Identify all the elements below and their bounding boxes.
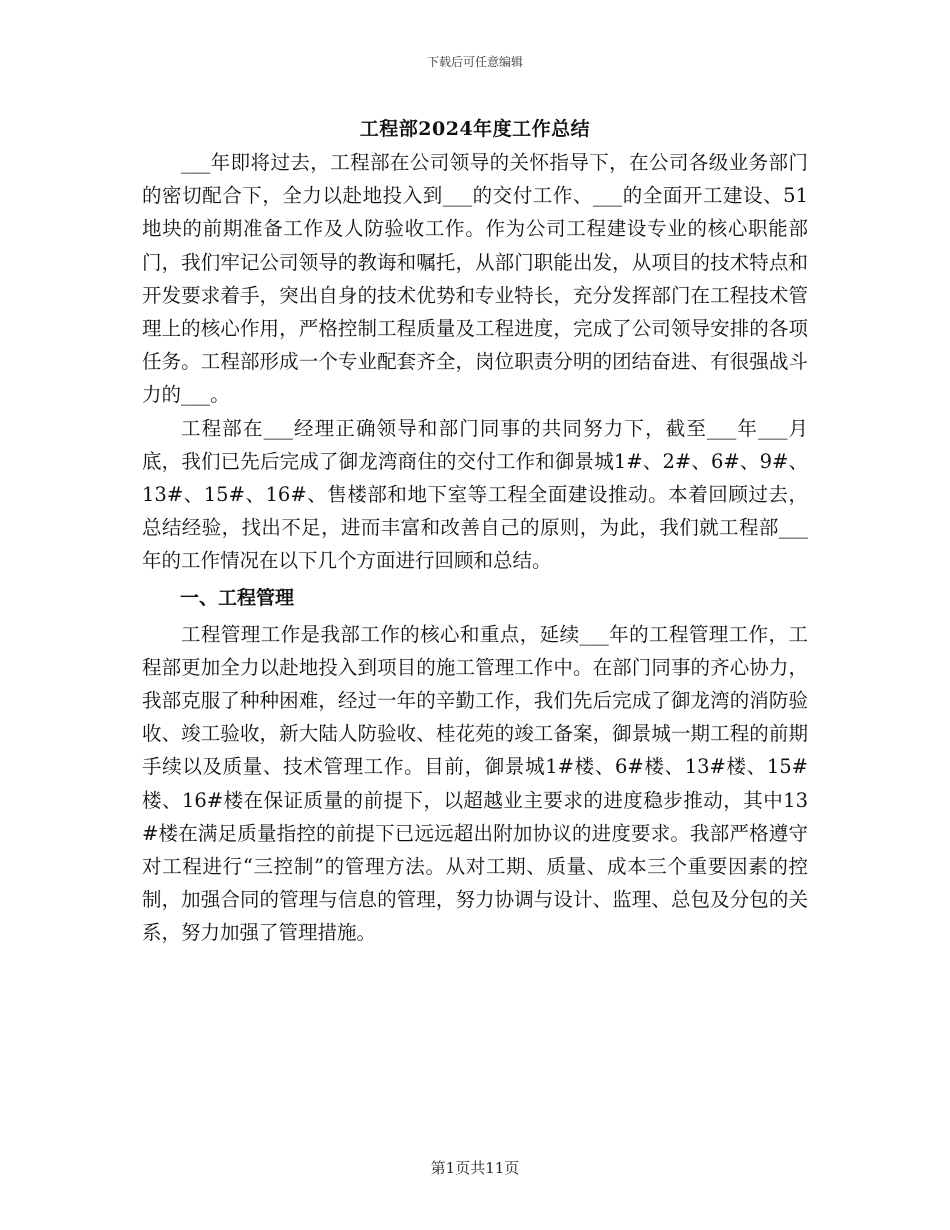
engineering-management-paragraph: 工程管理工作是我部工作的核心和重点，延续___年的工程管理工作，工程部更加全力以赴地投入到项目的施工管理工作中。在部门同事的齐心协力，我部克服了种种困难，经过一年的辛勤工作，我们先后完成了御龙湾的消防验收、竣工验收，新大陆人防验收、桂花苑的竣工备案，御景城一期工程的前期手续以及质量、技术管理工作。目前，御景城1#楼、6#楼、13#楼、15#楼、16#楼在保证质量的前提下，以超越业主要求的进度稳步推动，其中13#楼在满足质量指控的前提下已远远超出附加协议的进度要求。我部严格遵守对工程进行“三控制”的管理方法。从对工期、质量、成本三个重要因素的控制，加强合同的管理与信息的管理，努力协调与设计、监理、总包及分包的关系，努力加强了管理措施。	[142, 622, 808, 945]
progress-paragraph: 工程部在___经理正确领导和部门同事的共同努力下，截至___年___月底，我们已先后完成了御龙湾商住的交付工作和御景城1#、2#、6#、9#、13#、15#、16#、售楼部和地下室等工程全面建设推动。本着回顾过去，总结经验，找出不足，进而丰富和改善自己的原则，为此，我们就工程部___年的工作情况在以下几个方面进行回顾和总结。	[142, 416, 808, 573]
page-number: 第1页共11页	[430, 1159, 520, 1177]
section-heading-engineering-management: 一、工程管理	[180, 586, 295, 609]
intro-paragraph: ___年即将过去，工程部在公司领导的关怀指导下，在公司各级业务部门的密切配合下，全力以赴地投入到___的交付工作、___的全面开工建设、51地块的前期准备工作及人防验收工作。作为公司工程建设专业的核心职能部门，我们牢记公司领导的教诲和嘱托，从部门职能出发，从项目的技术特点和开发要求着手，突出自身的技术优势和专业特长，充分发挥部门在工程技术管理上的核心作用，严格控制工程质量及工程进度，完成了公司领导安排的各项任务。工程部形成一个专业配套齐全，岗位职责分明的团结奋进、有很强战斗力的___。	[142, 151, 808, 407]
document-title: 工程部2024年度工作总结	[359, 118, 591, 140]
document-body	[142, 146, 808, 950]
header-note: 下载后可任意编辑	[426, 55, 523, 69]
